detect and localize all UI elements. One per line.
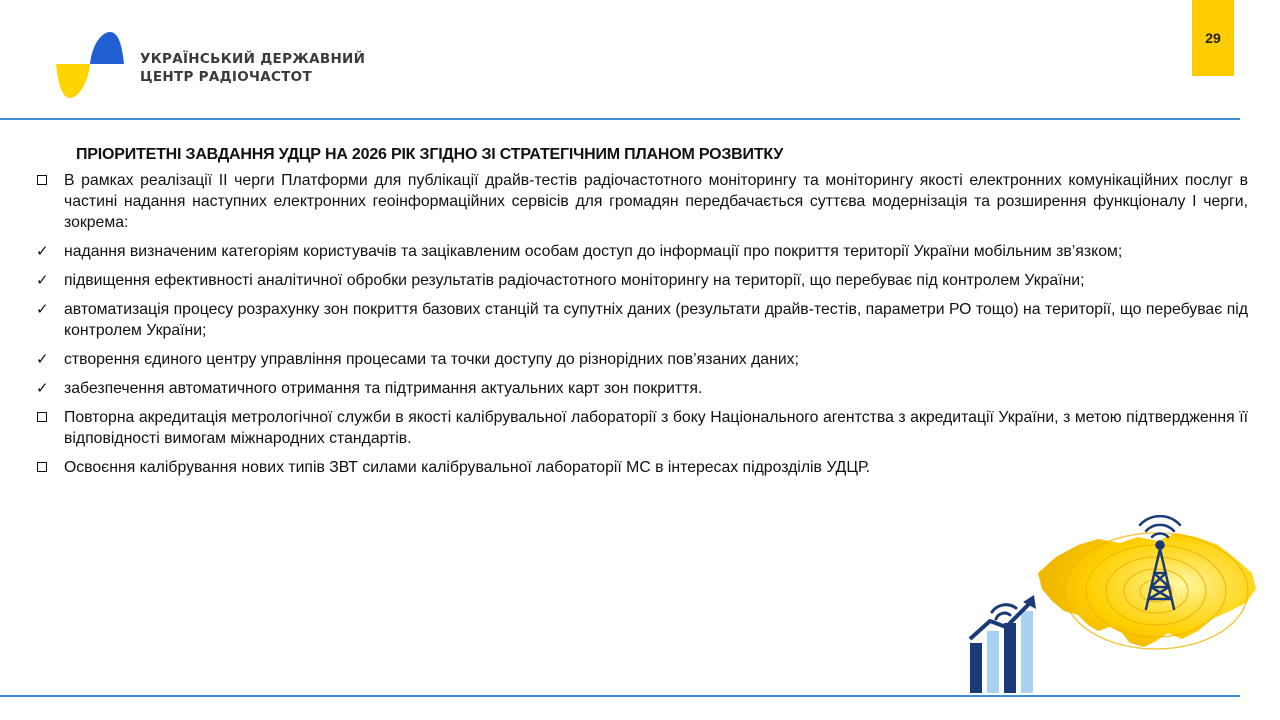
list-item-text: Повторна акредитація метрологічної служби в якості калібрувальної лабораторії з боку Національного агентства з акредитації України, з метою підтвердження її відповідності вимогам міжнародних стандартів. (64, 409, 1248, 447)
bottom-divider (0, 695, 1240, 697)
checkmark-icon: ✓ (36, 380, 49, 397)
list-item-text: надання визначеним категоріям користувачів та зацікавленим особам доступ до інформації про покриття території України мобільним зв’язком; (64, 243, 1123, 260)
ukraine-map-icon (1038, 533, 1256, 649)
checkmark-icon: ✓ (36, 243, 49, 260)
org-name-line-2: ЦЕНТР РАДІОЧАСТОТ (140, 69, 312, 85)
checkmark-icon: ✓ (36, 272, 49, 289)
organization-name (140, 50, 365, 86)
task-list (32, 170, 1248, 478)
list-item-text: забезпечення автоматичного отримання та підтримання актуальних карт зон покриття. (64, 380, 703, 397)
illustration (960, 515, 1260, 695)
growth-chart-icon (970, 595, 1036, 693)
checkbox-square-icon (37, 462, 47, 472)
checkbox-square-icon (37, 175, 47, 185)
org-name-line-1: УКРАЇНСЬКИЙ ДЕРЖАВНИЙ (140, 51, 366, 67)
list-item-text: В рамках реалізації ІІ черги Платформи для публікації драйв-тестів радіочастотного моніторингу та моніторингу якості електронних комунікаційних послуг в частині надання наступних електронних геоінформаційних сервісів для громадян передбачається суттєва модернізація та розширення функціоналу І черги, зокрема: (64, 172, 1248, 231)
list-item (32, 457, 1248, 478)
page-number-badge: 29 (1192, 0, 1234, 76)
list-item-text: Освоєння калібрування нових типів ЗВТ силами калібрувальної лабораторії МС в інтересах підрозділів УДЦР. (64, 459, 870, 476)
list-item (32, 270, 1248, 291)
top-divider (0, 118, 1240, 120)
list-item (32, 349, 1248, 370)
list-item (32, 170, 1248, 233)
list-item (32, 299, 1248, 341)
slide-title: ПРІОРИТЕТНІ ЗАВДАННЯ УДЦР НА 2026 РІК ЗГІДНО ЗІ СТРАТЕГІЧНИМ ПЛАНОМ РОЗВИТКУ (76, 146, 784, 163)
checkbox-square-icon (37, 412, 47, 422)
udcr-logo-icon (52, 30, 128, 102)
list-item (32, 407, 1248, 449)
list-item-text: створення єдиного центру управління процесами та точки доступу до різнорідних пов’язаних даних; (64, 351, 799, 368)
checkmark-icon: ✓ (36, 351, 49, 368)
list-item (32, 241, 1248, 262)
list-item (32, 378, 1248, 399)
checkmark-icon: ✓ (36, 301, 49, 318)
list-item-text: автоматизація процесу розрахунку зон покриття базових станцій та супутніх даних (результати драйв-тестів, параметри РО тощо) на території, що перебуває під контролем України; (64, 301, 1248, 339)
list-item-text: підвищення ефективності аналітичної обробки результатів радіочастотного моніторингу на території, що перебуває під контролем України; (64, 272, 1085, 289)
